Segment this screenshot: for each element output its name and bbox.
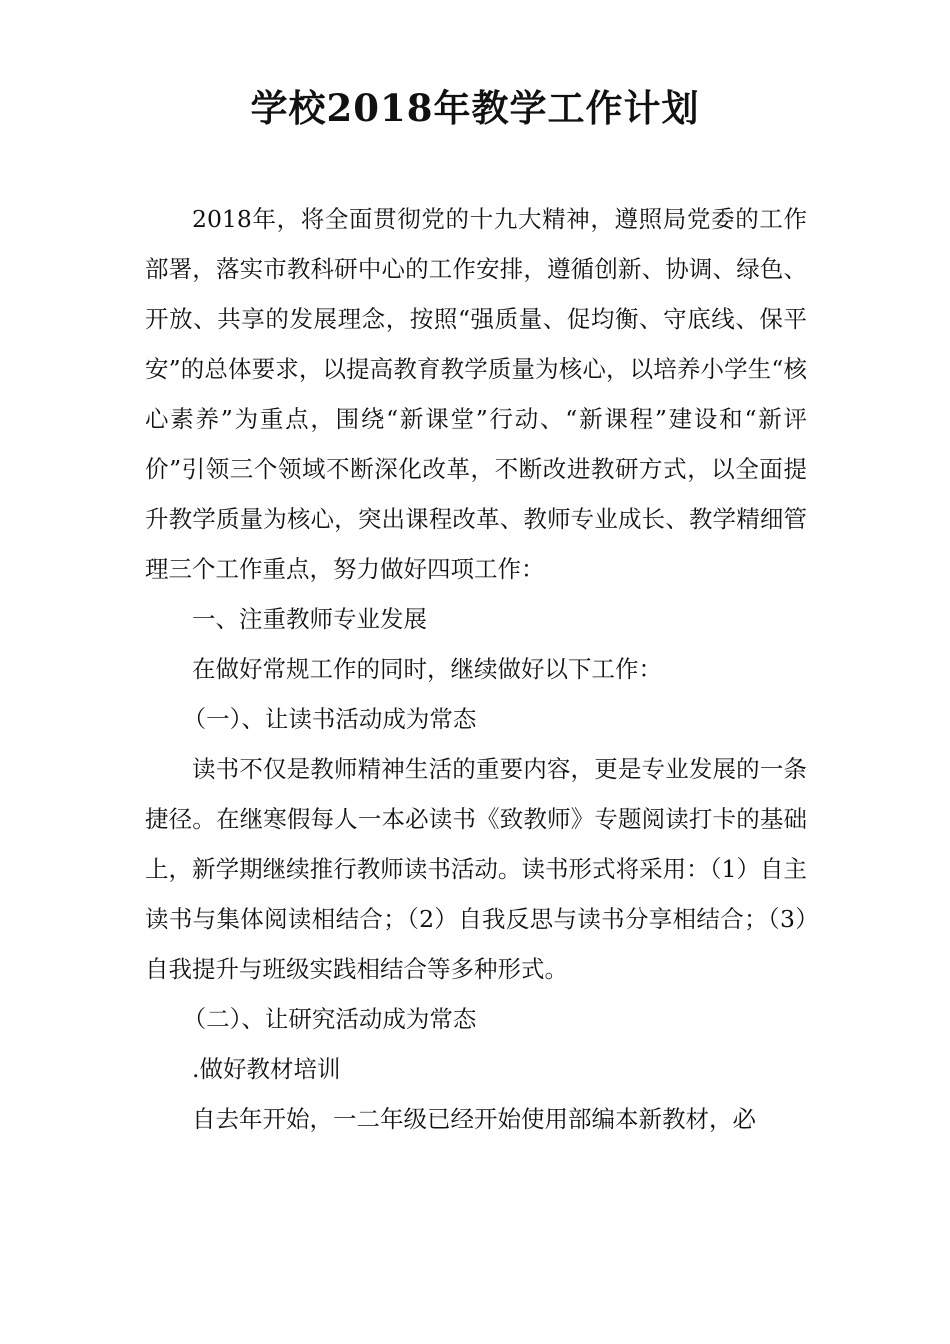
reading-paragraph: 读书不仅是教师精神生活的重要内容，更是专业发展的一条捷径。在继寒假每人一本必读书《致教师》专题阅读打卡的基础上，新学期继续推行教师读书活动。读书形式将采用：（1）自主读书与集体阅读相结合；（2）自我反思与读书分享相结合；（3）自我提升与班级实践相结合等多种形式。	[145, 755, 807, 983]
section-heading-1: 一、注重教师专业发展	[192, 605, 427, 633]
section-intro: 在做好常规工作的同时，继续做好以下工作：	[192, 655, 662, 683]
item-heading: .做好教材培训	[192, 1055, 341, 1083]
textbook-paragraph: 自去年开始，一二年级已经开始使用部编本新教材，必	[192, 1105, 756, 1133]
subsection-heading-2: （二）、让研究活动成为常态	[182, 1005, 477, 1033]
document-body	[145, 194, 807, 1144]
document-title: 学校2018年教学工作计划	[250, 86, 700, 130]
intro-paragraph: 2018年，将全面贯彻党的十九大精神，遵照局党委的工作部署，落实市教科研中心的工作安排，遵循创新、协调、绿色、开放、共享的发展理念，按照“强质量、促均衡、守底线、保平安”的总体要求，以提高教育教学质量为核心，以培养小学生“核心素养”为重点，围绕“新课堂”行动、“新课程”建设和“新评价”引领三个领域不断深化改革，不断改进教研方式，以全面提升教学质量为核心，突出课程改革、教师专业成长、教学精细管理三个工作重点，努力做好四项工作：	[145, 205, 807, 583]
subsection-heading-1: （一）、让读书活动成为常态	[182, 705, 477, 733]
